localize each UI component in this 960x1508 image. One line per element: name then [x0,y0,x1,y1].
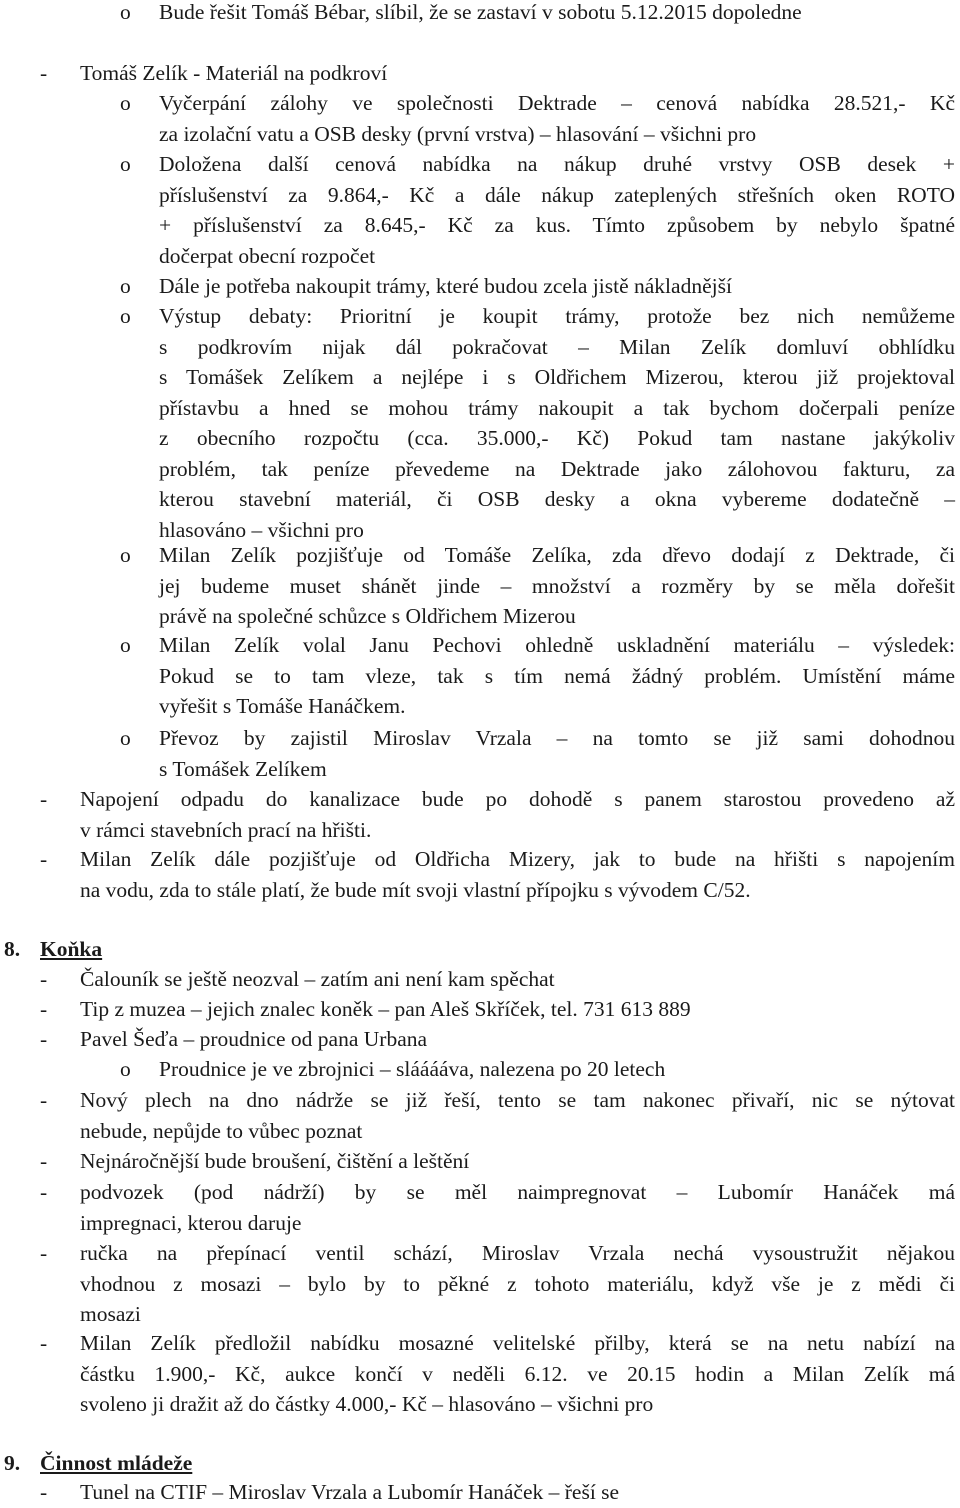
item-prilby: Milan Zelík předložil nabídku mosazné velitelské přilby, která se na netu nabízí na částku 1.900,- Kč, aukce končí v neděli 6.12. ve 20.15 hodin a Milan Zelík má svoleno ji dražit až do částky 4.000,- Kč – hlasováno – všichni pro [80,1331,955,1416]
item-pavel: Pavel Šeďa – proudnice od pana Urbana [80,1027,428,1051]
dash-bullet-icon: - [40,1149,48,1173]
section-number: 9. [4,1451,21,1475]
dash-bullet-icon: - [40,1241,48,1265]
section-number: 8. [4,937,21,961]
item-dalsi-nabidka: Doložena další cenová nabídka na nákup druhé vrstvy OSB desek + příslušenství za 9.864,- Kč a dále nákup zateplených střešních oken ROTO + příslušenství za 8.645,- Kč za kus. Tímto způsobem by nebylo špatné dočerpat obecní rozpočet [159,152,955,268]
item-kanalizace: Napojení odpadu do kanalizace bude po dohodě s panem starostou provedeno až v rámci stavebních prací na hřišti. [80,787,955,842]
section-title: Činnost mládeže [40,1451,193,1475]
item-uskladneni: Milan Zelík volal Janu Pechovi ohledně uskladnění materiálu – výsledek: Pokud se to tam vleze, tak s tím nemá žádný problém. Umístění máme vyřešit s Tomáše Hanáčkem. [159,633,955,718]
item-prevoz: Převoz by zajistil Miroslav Vrzala – na tomto se již sami dohodnou s Tomášek Zelíkem [159,726,955,781]
circle-bullet-icon: o [120,726,131,750]
circle-bullet-icon: o [120,91,131,115]
dash-bullet-icon: - [40,1331,48,1355]
section-title: Koňka [40,937,103,961]
item-zalohy: Vyčerpání zálohy ve společnosti Dektrade – cenová nabídka 28.521,- Kč za izolační vatu a OSB desky (první vrstva) – hlasování – všichni pro [159,91,955,146]
item-tramy: Dále je potřeba nakoupit trámy, které budou zcela jistě nákladnější [159,274,732,298]
circle-bullet-icon: o [120,0,131,24]
item-rucka: ručka na přepínací ventil schází, Miroslav Vrzala nechá vysoustružit nějakou vhodnou z mosazi – bylo by to pěkné z tohoto materiálu, když vše je z mědi či mosazi [80,1241,955,1326]
item-tip-muzea: Tip z muzea – jejich znalec koněk – pan Aleš Skříček, tel. 731 613 889 [80,997,691,1021]
item-podvozek: podvozek (pod nádrží) by se měl naimpregnovat – Lubomír Hanáček má impregnaci, kterou daruje [80,1180,955,1235]
dash-bullet-icon: - [40,967,48,991]
circle-bullet-icon: o [120,152,131,176]
dash-bullet-icon: - [40,847,48,871]
item-tunel: Tunel na CTIF – Miroslav Vrzala a Lubomír Hanáček – řeší se [80,1480,620,1504]
dash-bullet-icon: - [40,1027,48,1051]
dash-bullet-icon: - [40,1480,48,1504]
dash-bullet-icon: - [40,1088,48,1112]
item-vystup-debaty: Výstup debaty: Prioritní je koupit trámy, protože bez nich nemůžeme s podkrovím nijak dál pokračovat – Milan Zelík domluví obhlídku s Tomášek Zelíkem a nejlépe i s Oldřichem Mizerou, kterou již projektoval přístavbu a hned se mohou trámy nakoupit a tak bychom dočerpali peníze z obecního rozpočtu (cca. 35.000,- Kč) Pokud tam nastane jakýkoliv problém, tak peníze převedeme na Dektrade jako zálohovou fakturu, za kterou stavební materiál, či OSB desky a okna vybereme dodatečně – hlasováno – všichni pro [159,304,955,542]
item-calounik: Čalouník se ještě neozval – zatím ani není kam spěchat [80,967,555,991]
item-material: Tomáš Zelík - Materiál na podkroví [80,61,388,85]
dash-bullet-icon: - [40,61,48,85]
item-drevo: Milan Zelík pozjišťuje od Tomáše Zelíka, zda dřevo dodají z Dektrade, či jej budeme muset shánět jinde – množství a rozměry by se měla dořešit právě na společné schůzce s Oldřichem Mizerou [159,543,955,628]
dash-bullet-icon: - [40,997,48,1021]
circle-bullet-icon: o [120,633,131,657]
item-brouseni: Nejnáročnější bude broušení, čištění a leštění [80,1149,470,1173]
dash-bullet-icon: - [40,787,48,811]
item-proudnice: Proudnice je ve zbrojnici – sláááávа, nalezena po 20 letech [159,1057,666,1081]
circle-bullet-icon: o [120,274,131,298]
item-plech: Nový plech na dno nádrže se již řeší, tento se tam nakonec přivaří, nic se nýtovat nebude, nepůjde to vůbec poznat [80,1088,955,1143]
dash-bullet-icon: - [40,1180,48,1204]
item-voda: Milan Zelík dále pozjišťuje od Oldřicha Mizery, jak to bude na hřišti s napojením na vodu, zda to stále platí, že bude mít svoji vlastní přípojku s vývodem C/52. [80,847,955,902]
circle-bullet-icon: o [120,1057,131,1081]
circle-bullet-icon: o [120,543,131,567]
circle-bullet-icon: o [120,304,131,328]
item-bebar: Bude řešit Tomáš Bébar, slíbil, že se zastaví v sobotu 5.12.2015 dopoledne [159,0,802,24]
